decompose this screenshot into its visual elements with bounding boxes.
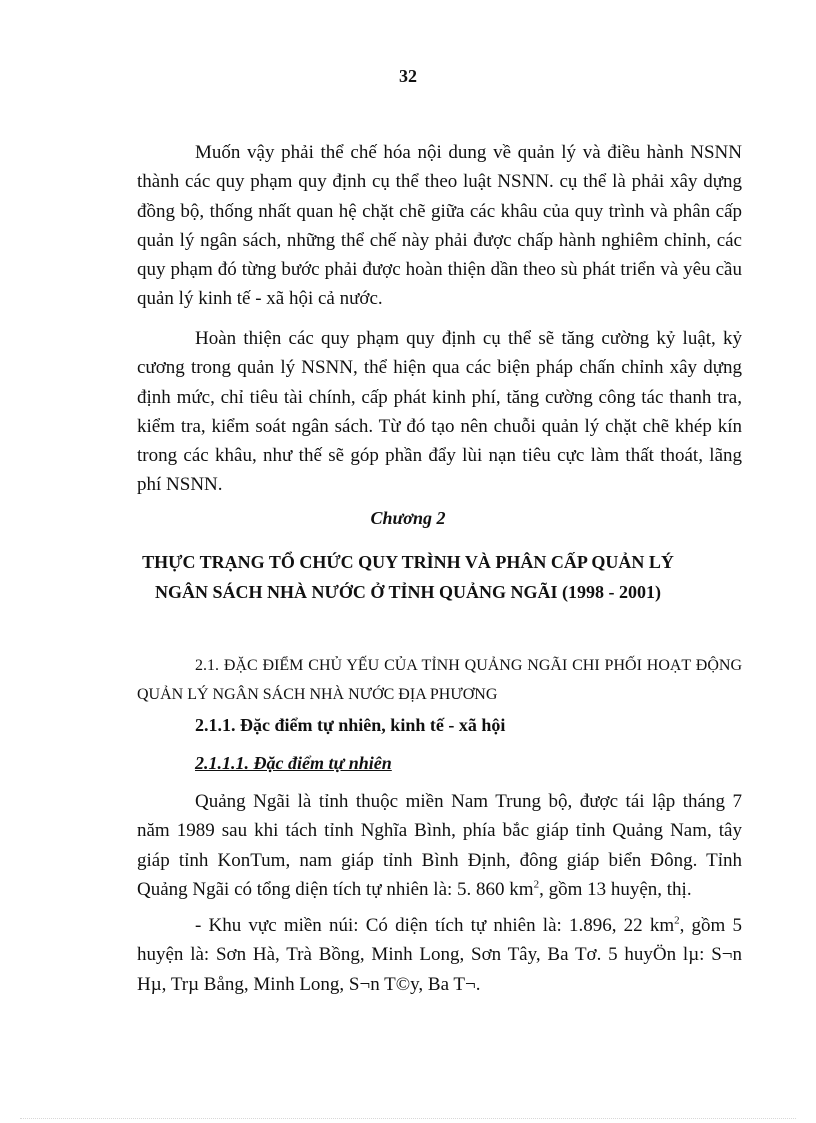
superscript-2: 2 [533,878,540,891]
paragraph-3-text: Quảng Ngãi là tỉnh thuộc miền Nam Trung bộ, được tái lập tháng 7 năm 1989 sau khi tách tỉnh Nghĩa Bình, phía bắc giáp tỉnh Quảng Nam, tây giáp tỉnh KonTum, nam giáp tỉnh Bình Định, đông giáp biển Đông. Tỉnh Quảng Ngãi có tổng diện tích tự nhiên là: 5. 860 km [137,791,742,900]
chapter-title-line-1: THỰC TRẠNG TỔ CHỨC QUY TRÌNH VÀ PHÂN CẤP QUẢN LÝ [142,552,674,572]
chapter-title-line-2: NGÂN SÁCH NHÀ NƯỚC Ở TỈNH QUẢNG NGÃI (1998 - 2001) [154,582,661,602]
section-heading-2-1-1: 2.1.1. Đặc điểm tự nhiên, kinh tế - xã hội [195,715,506,735]
paragraph-4-text-end: , gồm 5 huyện là: Sơn Hà, Trà Bồng, Minh Long, Sơn Tây, Ba Tơ. 5 huyÖn lµ: S¬n Hµ, Trµ Bång, Minh Long, S¬n T©y, Ba T¬. [137,915,742,995]
paragraph-4-text: - Khu vực miền núi: Có diện tích tự nhiên là: 1.896, 22 km [195,915,675,936]
paragraph-3 [137,787,742,904]
chapter-label: Chương 2 [370,508,446,528]
chapter-title [0,547,816,607]
superscript-2: 2 [674,914,680,927]
page-number: 32 [399,66,417,86]
page-bottom-divider [20,1118,796,1119]
paragraph-2: Hoàn thiện các quy phạm quy định cụ thể sẽ tăng cường kỷ luật, kỷ cương trong quản lý NSNN, thể hiện qua các biện pháp chấn chỉnh xây dựng định mức, chỉ tiêu tài chính, cấp phát kinh phí, tăng cường công tác thanh tra, kiểm tra, kiểm soát ngân sách. Từ đó tạo nên chuỗi quản lý chặt chẽ khép kín trong các khâu, như thế sẽ góp phần đẩy lùi nạn tiêu cực làm thất thoát, lãng phí NSNN. [137,328,742,496]
section-heading-2-1: 2.1. ĐẶC ĐIỂM CHỦ YẾU CỦA TỈNH QUẢNG NGÃI CHI PHỐI HOẠT ĐỘNG QUẢN LÝ NGÂN SÁCH NHÀ NƯỚC ĐỊA PHƯƠNG [137,657,742,703]
paragraph-4 [137,911,742,999]
paragraph-3-text-end: , gồm 13 huyện, thị. [539,878,692,900]
section-heading-2-1-1-1: 2.1.1.1. Đặc điểm tự nhiên [195,753,392,773]
paragraph-1: Muốn vậy phải thể chế hóa nội dung về quản lý và điều hành NSNN thành các quy phạm quy định cụ thể theo luật NSNN. cụ thể là phải xây dựng đồng bộ, thống nhất quan hệ chặt chẽ giữa các khâu của quy trình và phân cấp quản lý ngân sách, những thể chế này phải được chấp hành nghiêm chỉnh, các quy phạm đó từng bước phải được hoàn thiện dần theo sù phát triển và yêu cầu quản lý kinh tế - xã hội cả nước. [137,142,742,310]
